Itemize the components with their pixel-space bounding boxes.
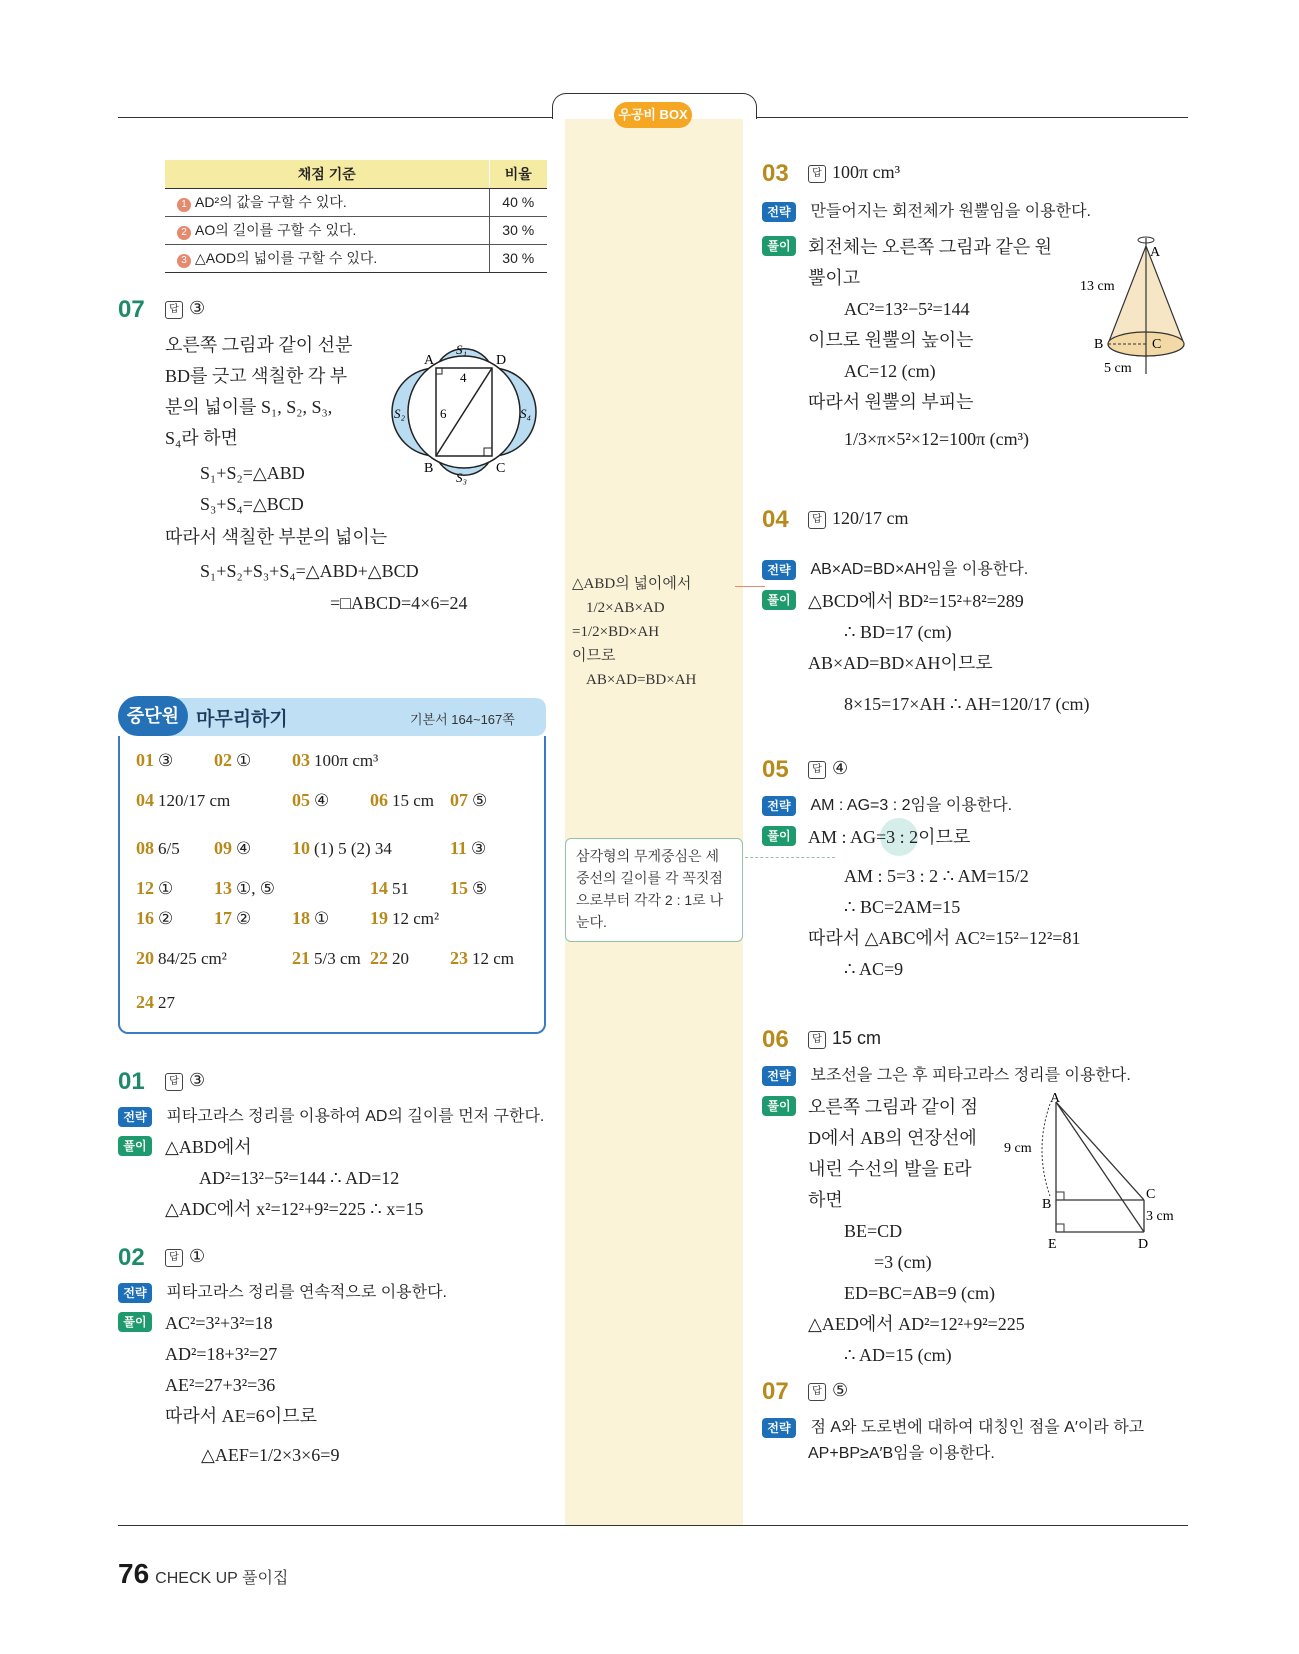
solution-tag: 풀이 xyxy=(762,236,796,256)
label-height: 6 xyxy=(440,406,447,421)
strategy-text: 피타고라스 정리를 이용하여 AD의 길이를 먼저 구한다. xyxy=(166,1108,545,1125)
solution-tag-row xyxy=(762,590,796,610)
score-row: 1 AD²의 값을 구할 수 있다. xyxy=(165,188,489,216)
score-pct: 30 % xyxy=(489,244,547,272)
problem-number: 04 xyxy=(762,506,789,533)
strategy-tag: 전략 xyxy=(118,1283,152,1303)
solution-text: △BCD에서 BD²=15²+8²=289 ∴ BD=17 (cm) AB×AD=BD×AH이므로 8×15=17×AH ∴ AH=120/17 (cm) xyxy=(808,591,1090,714)
problem-number: 03 xyxy=(762,160,789,187)
strategy-row xyxy=(762,792,1012,816)
strategy-row xyxy=(762,198,1091,222)
label-a: A xyxy=(1150,245,1161,260)
note-pointer xyxy=(735,586,765,587)
answer-icon: 답 xyxy=(165,301,183,319)
solution-text: AM : AG=3 : 2이므로 AM : 5=3 : 2 ∴ AM=15/2 ∴ BC=2AM=15 따라서 △ABC에서 AC²=15²−12²=81 ∴ AC=9 xyxy=(808,827,1081,979)
label-s4: S₄ xyxy=(520,406,532,421)
problem-number: 01 xyxy=(118,1068,145,1095)
strategy-tag: 전략 xyxy=(762,796,796,816)
summary-badge: 중단원 xyxy=(118,696,188,736)
answer-icon: 답 xyxy=(165,1249,183,1267)
strategy-row xyxy=(118,1103,544,1127)
answer-icon: 답 xyxy=(808,1031,826,1049)
equation: S₁+S₂=△ABD S₃+S₄=△BCD xyxy=(200,463,305,514)
strategy-text: AB×AD=BD×AH임을 이용한다. xyxy=(810,561,1029,578)
solution-tag-row xyxy=(762,826,796,846)
label-e: E xyxy=(1048,1237,1057,1252)
label-d: D xyxy=(1138,1237,1149,1252)
score-table xyxy=(165,160,547,273)
label-b: B xyxy=(424,461,434,476)
answer-icon: 답 xyxy=(808,761,826,779)
answer: 답 ① xyxy=(165,1246,205,1267)
label-d: D xyxy=(496,353,507,368)
solution-tag: 풀이 xyxy=(118,1312,152,1332)
right-triangle-figure xyxy=(1004,1092,1184,1252)
label-a: A xyxy=(1050,1092,1061,1106)
solution-tag-row xyxy=(762,1096,796,1116)
strategy-tag: 전략 xyxy=(762,1418,796,1438)
problem-number: 07 xyxy=(118,296,145,323)
strategy-row xyxy=(762,1062,1131,1086)
solution-text: 오른쪽 그림과 같이 점 D에서 AB의 연장선에 내린 수선의 발을 E라 하면 BE=CD =3 (cm) ED=BC=AB=9 (cm) △AED에서 AD²=12²+9²=225 ∴ AD=15 (cm) xyxy=(808,1097,1025,1365)
answer-icon: 답 xyxy=(808,165,826,183)
score-row: 2 AO의 길이를 구할 수 있다. xyxy=(165,216,489,244)
label-a: A xyxy=(424,353,435,368)
label-s3: S₃ xyxy=(456,470,468,485)
strategy-text: 보조선을 그은 후 피타고라스 정리를 이용한다. xyxy=(810,1067,1131,1084)
strategy-text: 피타고라스 정리를 연속적으로 이용한다. xyxy=(166,1284,447,1301)
solution-tag: 풀이 xyxy=(762,1096,796,1116)
answer-icon: 답 xyxy=(808,1383,826,1401)
answer: 답 100π cm³ xyxy=(808,162,900,183)
problem-number: 02 xyxy=(118,1244,145,1271)
strategy-text: 만들어지는 회전체가 원뿔임을 이용한다. xyxy=(810,203,1091,220)
strategy-row xyxy=(762,1414,1144,1438)
solution-tag: 풀이 xyxy=(762,826,796,846)
equation: =□ABCD=4×6=24 xyxy=(330,593,468,613)
summary-ref: 기본서 164~167쪽 xyxy=(410,712,515,727)
strategy-tag: 전략 xyxy=(762,560,796,580)
label-ab: 9 cm xyxy=(1004,1141,1032,1156)
solution-tag-row xyxy=(118,1136,152,1156)
label-c: C xyxy=(1146,1187,1156,1202)
tip-box: 삼각형의 무게중심은 세 중선의 길이를 각 꼭짓점으로부터 각각 2 : 1로 나눈다. xyxy=(565,838,743,942)
label-s2: S₂ xyxy=(394,406,406,421)
solution-tag-row xyxy=(118,1312,152,1332)
side-note: △ABD의 넓이에서 1/2×AB×AD =1/2×BD×AH 이므로 AB×AD=BD×AH xyxy=(572,576,697,688)
solution-text: 따라서 색칠한 부분의 넓이는 xyxy=(165,527,388,547)
label-width: 4 xyxy=(460,370,467,385)
solution-tag-row xyxy=(762,236,796,256)
answer: 답 ③ xyxy=(165,1070,205,1091)
label-b: B xyxy=(1094,337,1104,352)
book-title: CHECK UP 풀이집 xyxy=(155,1570,289,1587)
label-c: C xyxy=(1152,337,1162,352)
summary-box: 01 ③ 02 ① 03 100π cm³ 04 120/17 cm 05 ④ 06 15 cm 07 ⑤ 08 6/5 09 ④ 10 (1) 5 (2) 34 11 ③ 12 ① 13 ①, ⑤ 14 51 15 ⑤ 16 ② 17 ② 18 ① 19 12 cm² 20 84/25 cm² 21 5/3 cm 22 20 23 12 cm 24 27 xyxy=(118,736,546,1034)
answer: 답 15 cm xyxy=(808,1028,881,1049)
solution-text: 회전체는 오른쪽 그림과 같은 원 뿔이고 AC²=13²−5²=144 이므로 원뿔의 높이는 AC=12 (cm) 따라서 원뿔의 부피는 1/3×π×5²×12=100π (cm³) xyxy=(808,237,1053,449)
strategy-tag: 전략 xyxy=(762,202,796,222)
box-column xyxy=(565,118,743,1526)
label-slant: 13 cm xyxy=(1080,279,1115,294)
cone-figure xyxy=(1080,234,1200,382)
answer: 답 ③ xyxy=(165,298,205,319)
answer-icon: 답 xyxy=(165,1073,183,1091)
problem-number: 07 xyxy=(762,1378,789,1405)
solution-tag: 풀이 xyxy=(762,590,796,610)
solution-text: AC²=3²+3²=18 AD²=18+3²=27 AE²=27+3²=36 따라서 AE=6이므로 △AEF=1/2×3×6=9 xyxy=(165,1313,340,1465)
label-b: B xyxy=(1042,1197,1052,1212)
page-footer xyxy=(118,1558,288,1590)
strategy-tag: 전략 xyxy=(762,1066,796,1086)
equation: S₁+S₂+S₃+S₄=△ABD+△BCD xyxy=(200,561,419,581)
strategy-tag: 전략 xyxy=(118,1107,152,1127)
strategy-text: 점 A와 도로변에 대하여 대칭인 점을 A′이라 하고 xyxy=(810,1419,1145,1436)
answer: 답 120/17 cm xyxy=(808,508,909,529)
answer: 답 ④ xyxy=(808,758,848,779)
solution-text: 오른쪽 그림과 같이 선분 BD를 긋고 색칠한 각 부 분의 넓이를 S₁, S₂, S₃, S₄라 하면 xyxy=(165,335,353,448)
summary-title: 마무리하기 xyxy=(196,709,288,730)
bottom-rule xyxy=(118,1525,1188,1526)
answer-icon: 답 xyxy=(808,511,826,529)
score-header-criteria: 채점 기준 xyxy=(165,160,489,188)
strategy-text: AP+BP≥A′B임을 이용한다. xyxy=(808,1445,995,1462)
page-number: 76 xyxy=(118,1558,150,1589)
problem-number: 06 xyxy=(762,1026,789,1053)
label-radius: 5 cm xyxy=(1104,361,1132,376)
score-pct: 30 % xyxy=(489,216,547,244)
solution-tag: 풀이 xyxy=(118,1136,152,1156)
score-pct: 40 % xyxy=(489,188,547,216)
answer: 답 ⑤ xyxy=(808,1380,848,1401)
strategy-text: AM : AG=3 : 2임을 이용한다. xyxy=(810,797,1013,814)
strategy-row xyxy=(762,556,1028,580)
label-c: C xyxy=(496,461,506,476)
strategy-row xyxy=(118,1279,447,1303)
circle-rectangle-figure xyxy=(388,332,550,492)
label-s1: S₁ xyxy=(456,342,468,357)
solution-text: △ABD에서 AD²=13²−5²=144 ∴ AD=12 △ADC에서 x²=12²+9²=225 ∴ x=15 xyxy=(165,1137,424,1219)
box-badge: 우공비 BOX xyxy=(614,102,692,128)
problem-number: 05 xyxy=(762,756,789,783)
score-row: 3 △AOD의 넓이를 구할 수 있다. xyxy=(165,244,489,272)
label-cd: 3 cm xyxy=(1146,1209,1174,1224)
score-header-ratio: 비율 xyxy=(489,160,547,188)
